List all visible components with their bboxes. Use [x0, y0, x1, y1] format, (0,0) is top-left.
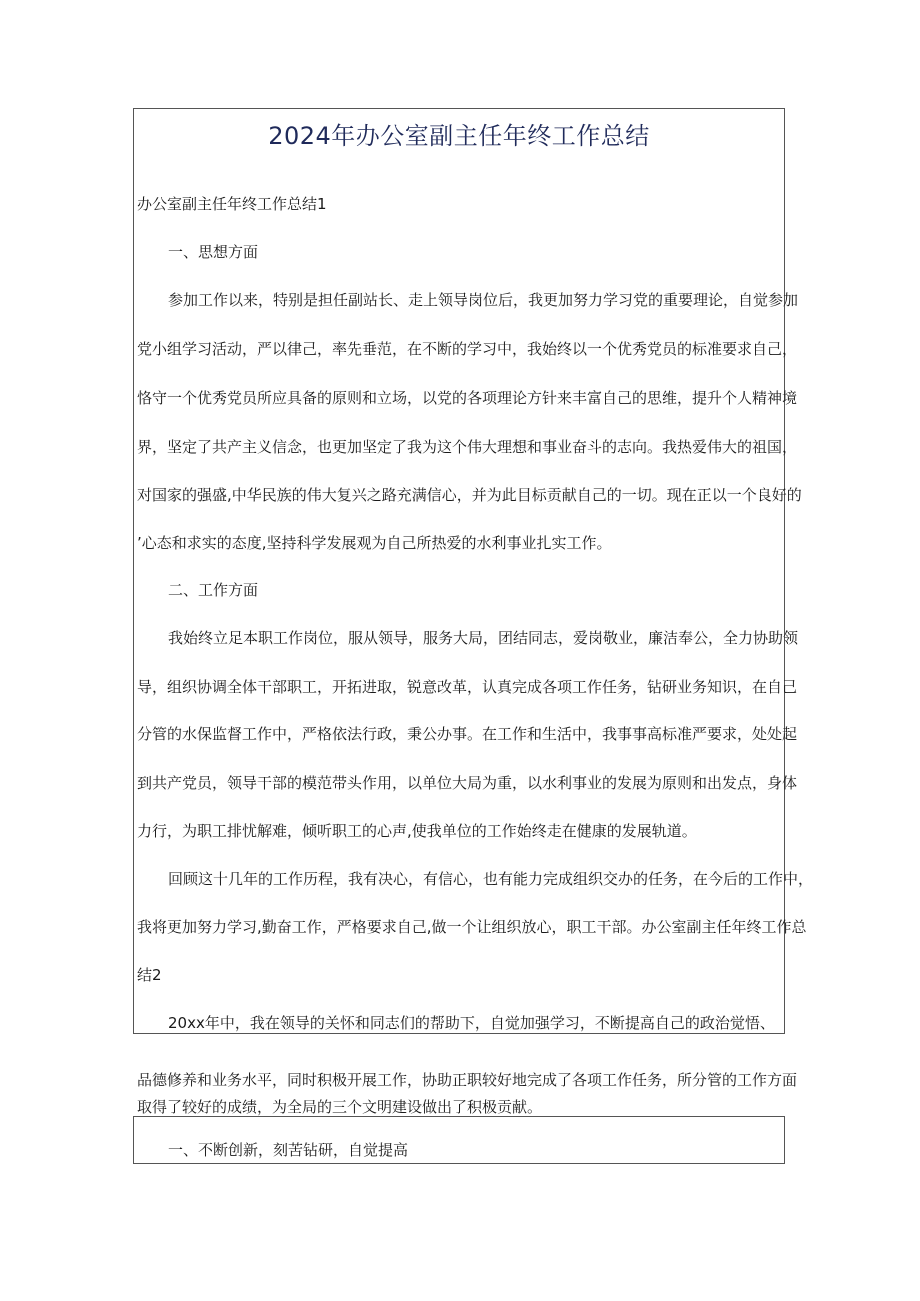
paragraph-line: ’心态和求实的态度,坚持科学发展观为自己所热爱的水利事业扎实工作。 — [137, 534, 612, 552]
paragraph-line: 结2 — [137, 966, 162, 984]
paragraph-line: 20xx年中，我在领导的关怀和同志们的帮助下，自觉加强学习，不断提高自己的政治觉悟、 — [168, 1014, 775, 1032]
paragraph-line: 取得了较好的成绩，为全局的三个文明建设做出了积极贡献。 — [137, 1098, 543, 1116]
paragraph-line: 品德修养和业务水平，同时积极开展工作，协助正职较好地完成了各项工作任务，所分管的工作方面 — [137, 1071, 798, 1089]
paragraph-line: 对国家的强盛,中华民族的伟大复兴之路充满信心，并为此目标贡献自己的一切。现在正以一个良好的 — [137, 486, 802, 504]
paragraph-line: 力行，为职工排忧解难，倾听职工的心声,使我单位的工作始终走在健康的发展轨道。 — [137, 822, 697, 840]
paragraph-line: 分管的水保监督工作中，严格依法行政，秉公办事。在工作和生活中，我事事高标准严要求，处处起 — [137, 725, 798, 743]
section-heading-1: 办公室副主任年终工作总结1 — [137, 195, 327, 213]
paragraph-line: 我将更加努力学习,勤奋工作，严格要求自己,做一个让组织放心，职工干部。办公室副主任年终工作总 — [137, 918, 807, 936]
subheading-work: 二、工作方面 — [168, 581, 259, 599]
subheading-thought: 一、思想方面 — [168, 243, 259, 261]
paragraph-line: 到共产党员，领导干部的模范带头作用，以单位大局为重，以水利事业的发展为原则和出发点，身体 — [137, 774, 798, 792]
paragraph-line: 回顾这十几年的工作历程，我有决心，有信心，也有能力完成组织交办的任务，在今后的工作中， — [168, 870, 814, 888]
paragraph-line: 党小组学习活动，严以律己，率先垂范，在不断的学习中，我始终以一个优秀党员的标准要求自己， — [137, 340, 798, 358]
paragraph-line: 界，坚定了共产主义信念，也更加坚定了我为这个伟大理想和事业奋斗的志向。我热爱伟大的祖国， — [137, 438, 798, 456]
subheading-innovation: 一、不断创新，刻苦钻研，自觉提高 — [168, 1141, 409, 1159]
paragraph-line: 参加工作以来，特别是担任副站长、走上领导岗位后，我更加努力学习党的重要理论，自觉参加 — [168, 291, 799, 309]
paragraph-line: 恪守一个优秀党员所应具备的原则和立场，以党的各项理论方针来丰富自己的思维，提升个人精神境 — [137, 389, 798, 407]
document-title: 2024年办公室副主任年终工作总结 — [268, 122, 650, 150]
paragraph-line: 导，组织协调全体干部职工，开拓进取，锐意改革，认真完成各项工作任务，钻研业务知识，在自己 — [137, 678, 798, 696]
paragraph-line: 我始终立足本职工作岗位，服从领导，服务大局，团结同志，爱岗敬业，廉洁奉公，全力协助领 — [168, 629, 799, 647]
